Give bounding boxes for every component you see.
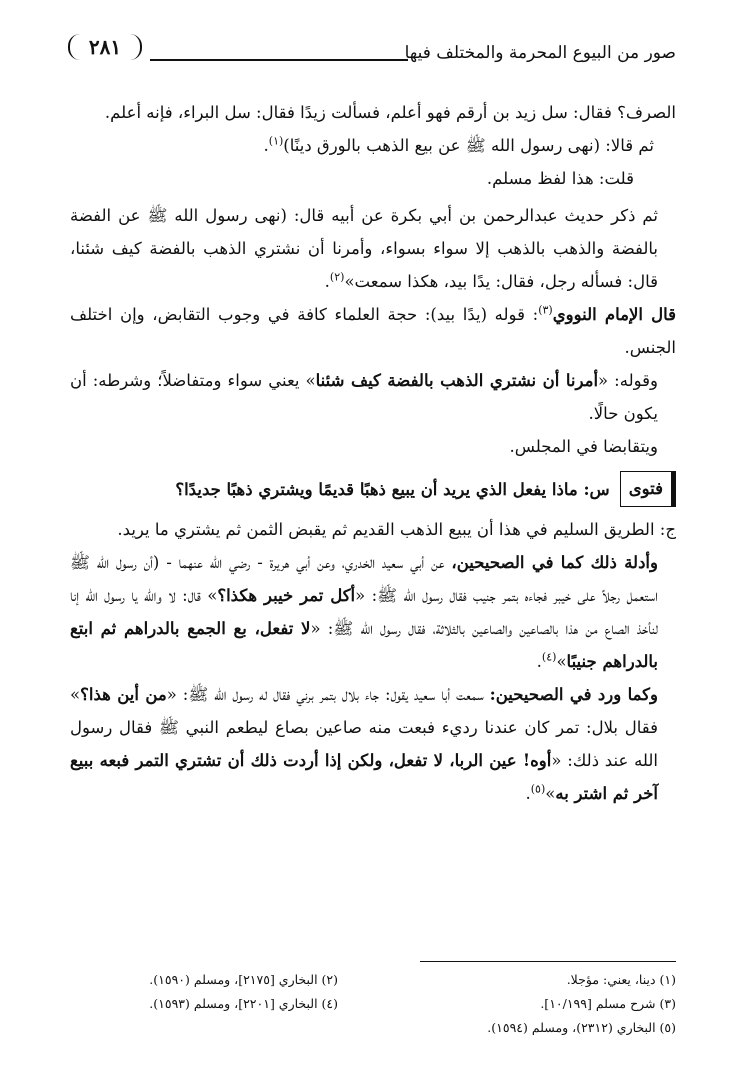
paragraph <box>70 678 676 810</box>
text-span: . <box>324 272 330 291</box>
page-number: ٢٨١ <box>68 34 142 60</box>
text-span: ج: الطريق السليم في هذا أن يبيع الذهب القديم ثم يقبض الثمن ثم يشتري ما يريد. <box>117 520 676 539</box>
bold-span: من أين هذا؟ <box>80 685 167 704</box>
fatwa-row <box>70 471 676 507</box>
running-title: صور من البيوع المحرمة والمختلف فيها <box>404 43 676 63</box>
paragraph <box>70 513 676 546</box>
text-span: : قوله (يدًا بيد): حجة العلماء كافة في وجوب التقابض، وإن اختلف الجنس. <box>70 305 676 357</box>
paragraph <box>70 129 676 162</box>
footnote-ref: (١) <box>268 134 284 148</box>
bold-span: وكما ورد في الصحيحين: <box>489 685 658 704</box>
text-span: الصرف؟ فقال: سل زيد بن أرقم فهو أعلم، فسألت زيدًا فقال: سل البراء، فإنه أعلم. <box>104 103 676 122</box>
bold-span: لا تفعل، بع الجمع بالدراهم ثم ابتع بالدراهم جنيبًا <box>70 619 658 671</box>
text-span: سمعت أبا سعيد يقول: جاء بلال بتمر برني فقال له رسول الله ﷺ: « <box>166 685 490 704</box>
text-span: ثم قالا: (نهى رسول الله ﷺ عن بيع الذهب بالورق دينًا) <box>283 136 654 155</box>
footnote-ref: (٢) <box>329 270 345 284</box>
paragraph <box>70 430 676 463</box>
paragraph <box>70 96 676 129</box>
text-span: . <box>536 652 542 671</box>
text-span: ويتقابضا في المجلس. <box>509 437 658 456</box>
paragraph <box>70 546 676 678</box>
text-span: » فقال بلال: تمر كان عندنا رديء فبعت منه صاعين بصاع ليطعم النبي ﷺ فقال رسول الله عند ذلك: « <box>70 685 658 770</box>
footnote-ref: (٣) <box>538 303 553 317</box>
bold-span: أمرنا أن نشتري الذهب بالفضة كيف شئنا <box>315 371 599 390</box>
footnote: (١) دينا، يعني: مؤجلا. <box>566 972 676 987</box>
text-span: ثم ذكر حديث عبدالرحمن بن أبي بكرة عن أبيه قال: (نهى رسول الله ﷺ عن الفضة بالفضة والذهب بالذهب إلا سواء بسواء، وأمرنا أن نشتري الذهب بالفضة كيف شئنا، قال: فسأله رجل، فقال: يدًا بيد، هكذا سمعت» <box>70 206 658 291</box>
footnote: (٤) البخاري [٢٢٠١]، ومسلم (١٥٩٣). <box>149 996 338 1011</box>
footnote: (٥) البخاري (٢٣١٢)، ومسلم (١٥٩٤). <box>487 1020 676 1035</box>
paragraph <box>70 162 676 195</box>
paragraph <box>70 364 676 430</box>
fatwa-question: س: ماذا يفعل الذي يريد أن يبيع ذهبًا قديمًا ويشتري ذهبًا جديدًا؟ <box>175 479 610 499</box>
header-rule <box>150 59 408 61</box>
bold-span: أكل تمر خيبر هكذا؟ <box>217 586 356 605</box>
text-span: . <box>525 784 531 803</box>
text-span: قلت: هذا لفظ مسلم. <box>486 169 634 188</box>
text-span: وقوله: « <box>598 371 658 390</box>
main-text <box>70 96 676 810</box>
footnote: (٣) شرح مسلم [١٠/١٩٩]. <box>540 996 676 1011</box>
bold-span: أوه! عين الربا، لا تفعل، ولكن إذا أردت ذلك أن تشتري التمر فبعه ببيع آخر ثم اشتر به <box>70 751 658 803</box>
text-span: » قال: لا والله يا رسول الله إنا لنأخذ الصاع من هذا بالصاعين والصاعين بالثلاثة، فقال رسول الله ﷺ: « <box>70 586 658 638</box>
bold-span: وأدلة ذلك كما في الصحيحين، <box>451 553 658 572</box>
fatwa-badge: فتوى <box>620 471 676 507</box>
bold-span: قال الإمام النووي <box>552 305 676 324</box>
footnote-ref: (٤) <box>541 650 557 664</box>
text-span: » يعني سواء ومتفاضلاً؛ وشرطه: أن يكون حالًا. <box>70 371 658 423</box>
footnote-ref: (٥) <box>530 782 546 796</box>
text-span: عن أبي سعيد الخدري، وعن أبي هريرة - رضي الله عنهما - (أن رسول الله ﷺ استعمل رجلاً على خيبر فجاءه بتمر جنيب فقال رسول الله ﷺ: « <box>70 553 658 605</box>
text-span: » <box>545 784 556 803</box>
footnote-rule <box>420 961 676 962</box>
text-span: » <box>556 652 567 671</box>
footnote: (٢) البخاري [٢١٧٥]، ومسلم (١٥٩٠). <box>149 972 338 987</box>
text-span: . <box>263 136 269 155</box>
paragraph <box>70 298 676 364</box>
paragraph <box>70 199 676 298</box>
